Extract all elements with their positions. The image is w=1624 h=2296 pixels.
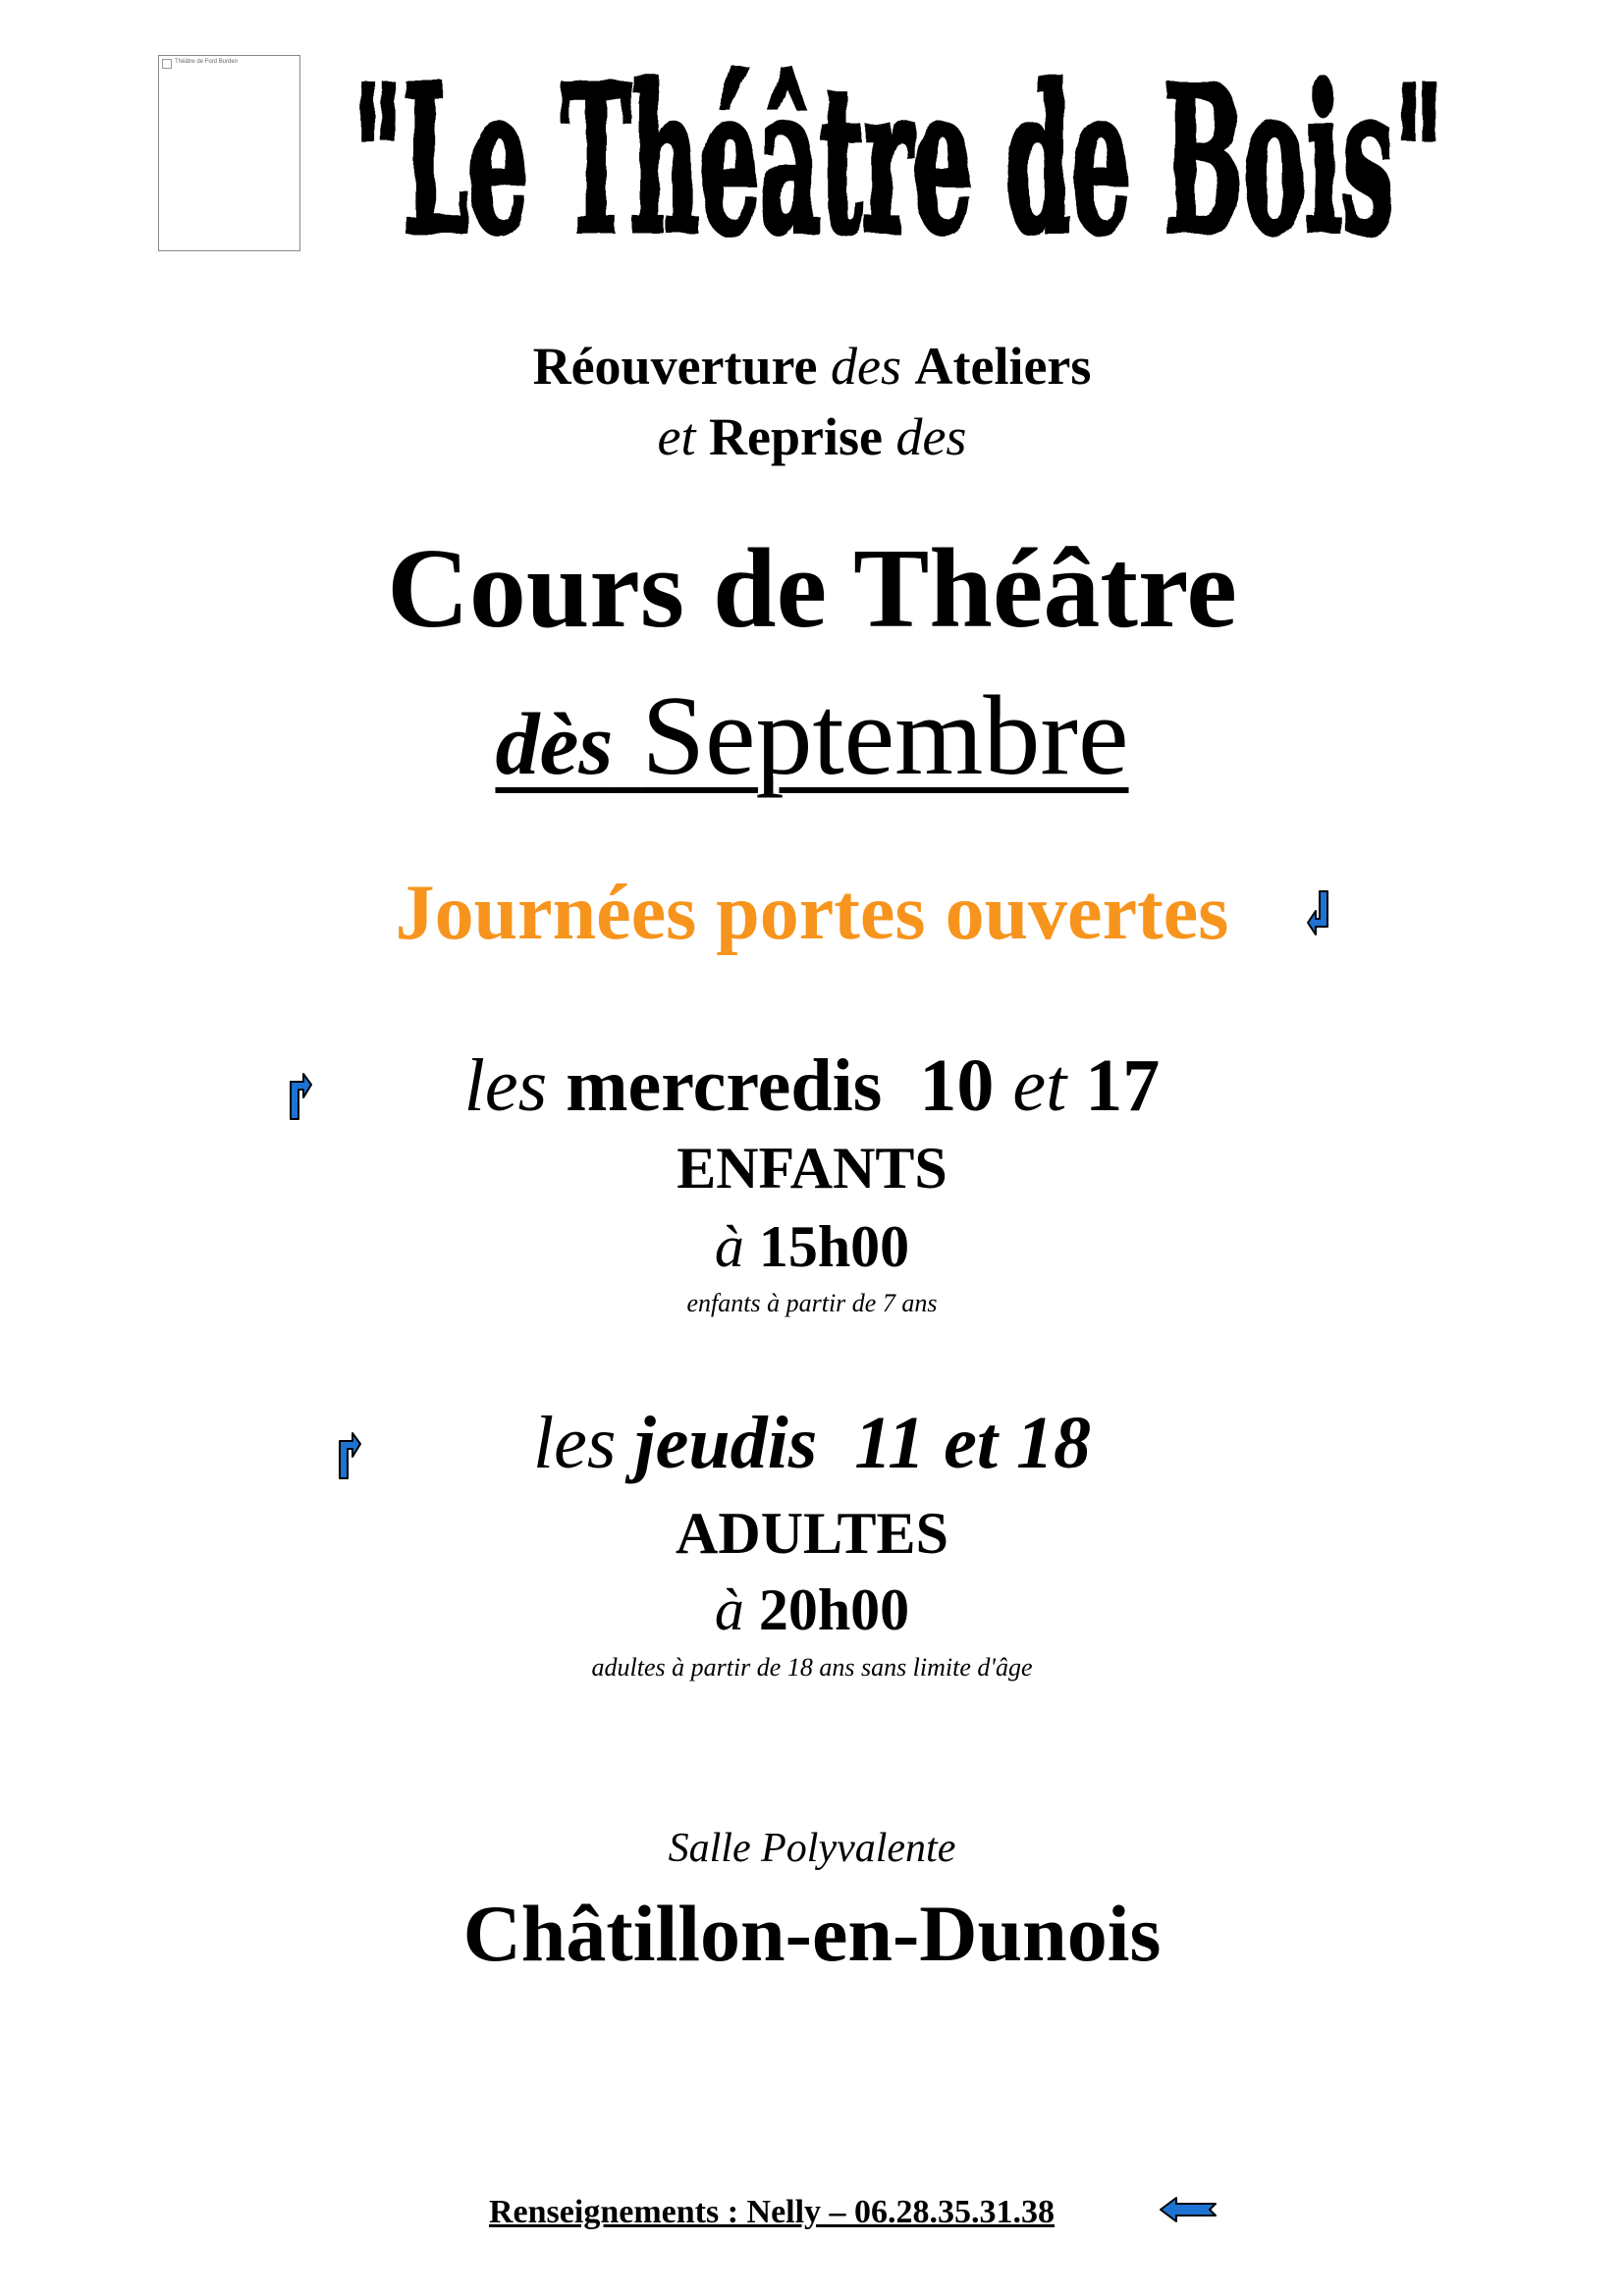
venue-hall: Salle Polyvalente	[668, 1826, 956, 1871]
kids-time: 15h00	[758, 1214, 910, 1279]
broken-image-icon	[162, 59, 172, 69]
venue-town: Châtillon-en-Dunois	[462, 1889, 1162, 1978]
kids-les: les	[463, 1044, 548, 1127]
logo-image-placeholder	[158, 55, 300, 251]
intro-et: et	[657, 407, 696, 466]
kids-time-line	[0, 1209, 1624, 1284]
kids-a: à	[714, 1214, 744, 1279]
arrow-left-icon	[1159, 2195, 1219, 2224]
adults-days: jeudis	[634, 1402, 818, 1484]
adults-age-note: adultes à partir de 18 ans sans limite d'âge	[591, 1653, 1033, 1682]
start-des: dès	[495, 696, 614, 793]
kids-et: et	[1012, 1044, 1067, 1127]
adults-group: ADULTES	[676, 1501, 948, 1566]
adults-time-line	[0, 1573, 1624, 1647]
kids-days: mercredis	[566, 1044, 883, 1127]
kids-age-note: enfants à partir de 7 ans	[686, 1289, 938, 1317]
headline: Cours de Théâtre	[387, 526, 1237, 652]
poster-title	[324, 39, 1473, 265]
start-month	[0, 667, 1624, 814]
contact-info: Renseignements : Nelly – 06.28.35.31.38	[489, 2194, 1056, 2230]
logo-alt-text: Théâtre de Ford Burden	[175, 59, 239, 65]
adults-date-1: 11	[854, 1402, 926, 1484]
open-days-heading: Journées portes ouvertes	[395, 870, 1229, 956]
intro-line-2	[0, 402, 1624, 471]
start-month-text: Septembre	[641, 673, 1129, 799]
kids-date-2: 17	[1085, 1044, 1161, 1127]
kids-session-days	[0, 1039, 1624, 1133]
intro-des-2: des	[895, 407, 967, 466]
intro-resumption: Reprise	[709, 407, 883, 466]
adults-time: 20h00	[758, 1577, 910, 1642]
kids-group: ENFANTS	[677, 1136, 947, 1201]
adults-date-2: 18	[1015, 1402, 1091, 1484]
adults-a: à	[714, 1577, 744, 1642]
adults-session-days	[0, 1394, 1624, 1492]
adults-les: les	[533, 1402, 617, 1484]
title-text: "Le Théâtre de Bois"	[353, 43, 1443, 265]
corner-arrow-down-left-icon	[1306, 889, 1331, 938]
adults-et: et	[944, 1402, 998, 1484]
intro-line-1	[0, 332, 1624, 400]
intro-workshops: Ateliers	[914, 337, 1092, 396]
intro-des-1: des	[831, 337, 901, 396]
intro-reopening: Réouverture	[532, 337, 818, 396]
kids-date-1: 10	[919, 1044, 995, 1127]
